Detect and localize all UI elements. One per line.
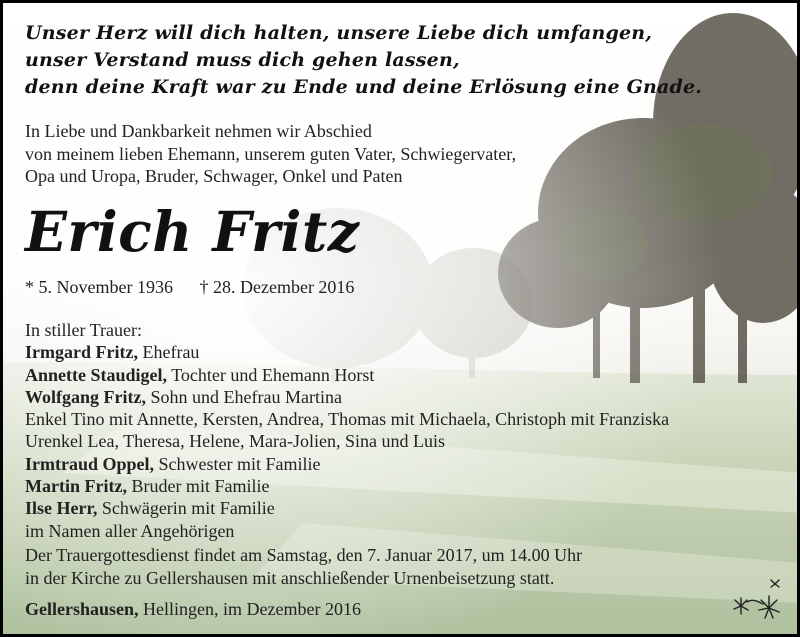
intro-line: von meinem lieben Ehemann, unserem guten Vater, Schwiegervater,	[25, 143, 517, 164]
mourner-name: Urenkel Lea, Theresa, Helene, Mara-Jolien, Sina und Luis	[25, 431, 446, 452]
mourner-name: Irmtraud Oppel,	[25, 453, 155, 474]
mourner-relation: Schwester mit Familie	[154, 453, 321, 474]
mourner-name: Irmgard Fritz,	[25, 342, 138, 363]
mourner-line	[25, 364, 669, 386]
flower-emblem-icon	[731, 578, 791, 620]
death-date: † 28. Dezember 2016	[199, 277, 355, 297]
place-and-date	[25, 599, 361, 620]
verse-line: denn deine Kraft war zu Ende und deine Erlösung eine Gnade.	[25, 76, 703, 98]
mourner-line	[25, 408, 669, 430]
mourners-closing: im Namen aller Angehörigen	[25, 520, 235, 541]
mourner-line	[25, 497, 669, 519]
mourner-name: Wolfgang Fritz,	[25, 386, 146, 407]
intro-text	[25, 120, 516, 188]
mourner-relation: Schwägerin mit Familie	[97, 498, 275, 519]
verse-line: unser Verstand muss dich gehen lassen,	[25, 49, 460, 71]
life-dates	[25, 277, 354, 298]
verse-line: Unser Herz will dich halten, unsere Liebe dich umfangen,	[25, 22, 653, 44]
place-name: Gellershausen,	[25, 599, 139, 619]
mourner-name: Enkel Tino mit Annette, Kersten, Andrea, Thomas mit Michaela, Christoph mit Franziska	[25, 409, 670, 430]
mourners-heading: In stiller Trauer:	[25, 320, 142, 340]
mourner-relation: Tochter und Ehemann Horst	[167, 364, 375, 385]
mourner-line	[25, 453, 669, 475]
mourner-relation: Sohn und Ehefrau Martina	[145, 386, 342, 407]
intro-line: Opa und Uropa, Bruder, Schwager, Onkel und Paten	[25, 166, 403, 186]
mourners-list	[25, 319, 669, 542]
mourner-line	[25, 475, 669, 497]
mourner-relation: Bruder mit Familie	[126, 476, 270, 497]
service-line: in der Kirche zu Gellershausen mit anschließender Urnenbeisetzung statt.	[25, 567, 555, 588]
mourner-relation: Ehefrau	[137, 342, 200, 363]
mourner-name: Annette Staudigel,	[25, 364, 168, 385]
service-line: Der Trauergottesdienst findet am Samstag, den 7. Januar 2017, um 14.00 Uhr	[25, 545, 583, 565]
mourner-line	[25, 341, 669, 363]
mourner-line	[25, 430, 669, 452]
verse	[25, 20, 702, 101]
mourner-name: Martin Fritz,	[25, 476, 127, 497]
deceased-name: Erich Fritz	[25, 199, 360, 264]
service-info	[25, 544, 582, 589]
mourner-line	[25, 386, 669, 408]
intro-line: In Liebe und Dankbarkeit nehmen wir Abschied	[25, 121, 372, 141]
birth-date: * 5. November 1936	[25, 277, 173, 297]
mourner-name: Ilse Herr,	[25, 498, 98, 519]
place-rest: Hellingen, im Dezember 2016	[138, 599, 361, 619]
